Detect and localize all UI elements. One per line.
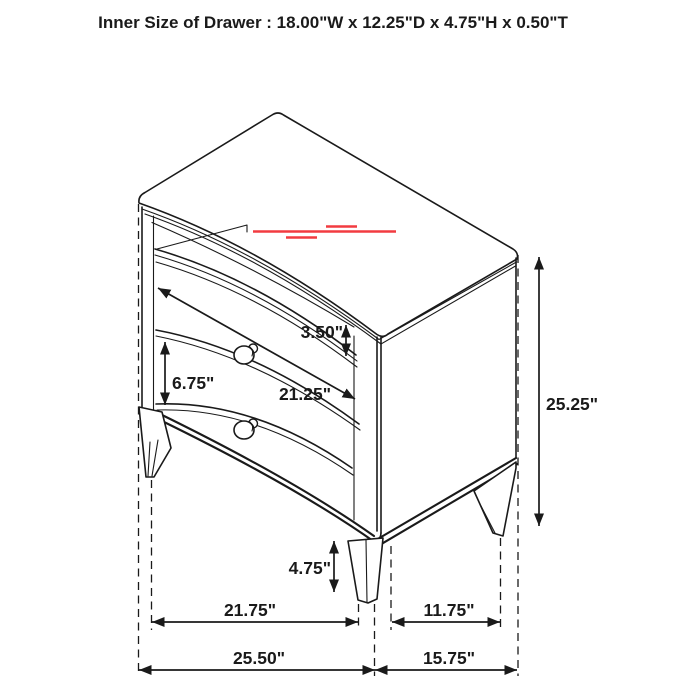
dim-label-shelf-opening-height: 3.50" xyxy=(300,322,343,342)
dim-label-overall-height: 25.25" xyxy=(546,394,599,414)
dim-label-side-leg-spacing: 11.75" xyxy=(423,600,475,620)
dim-label-leg-height: 4.75" xyxy=(288,558,331,578)
dim-label-drawer-front-width: 21.25" xyxy=(278,384,332,404)
dim-label-overall-width: 25.50" xyxy=(232,648,286,668)
diagram-title: Inner Size of Drawer : 18.00"W x 12.25"D x 4.75"H x 0.50"T xyxy=(98,13,568,32)
dim-label-bottom-drawer-height: 6.75" xyxy=(172,373,215,393)
dim-label-overall-depth: 15.75" xyxy=(422,648,476,668)
dim-label-front-leg-spacing: 21.75" xyxy=(223,600,277,620)
